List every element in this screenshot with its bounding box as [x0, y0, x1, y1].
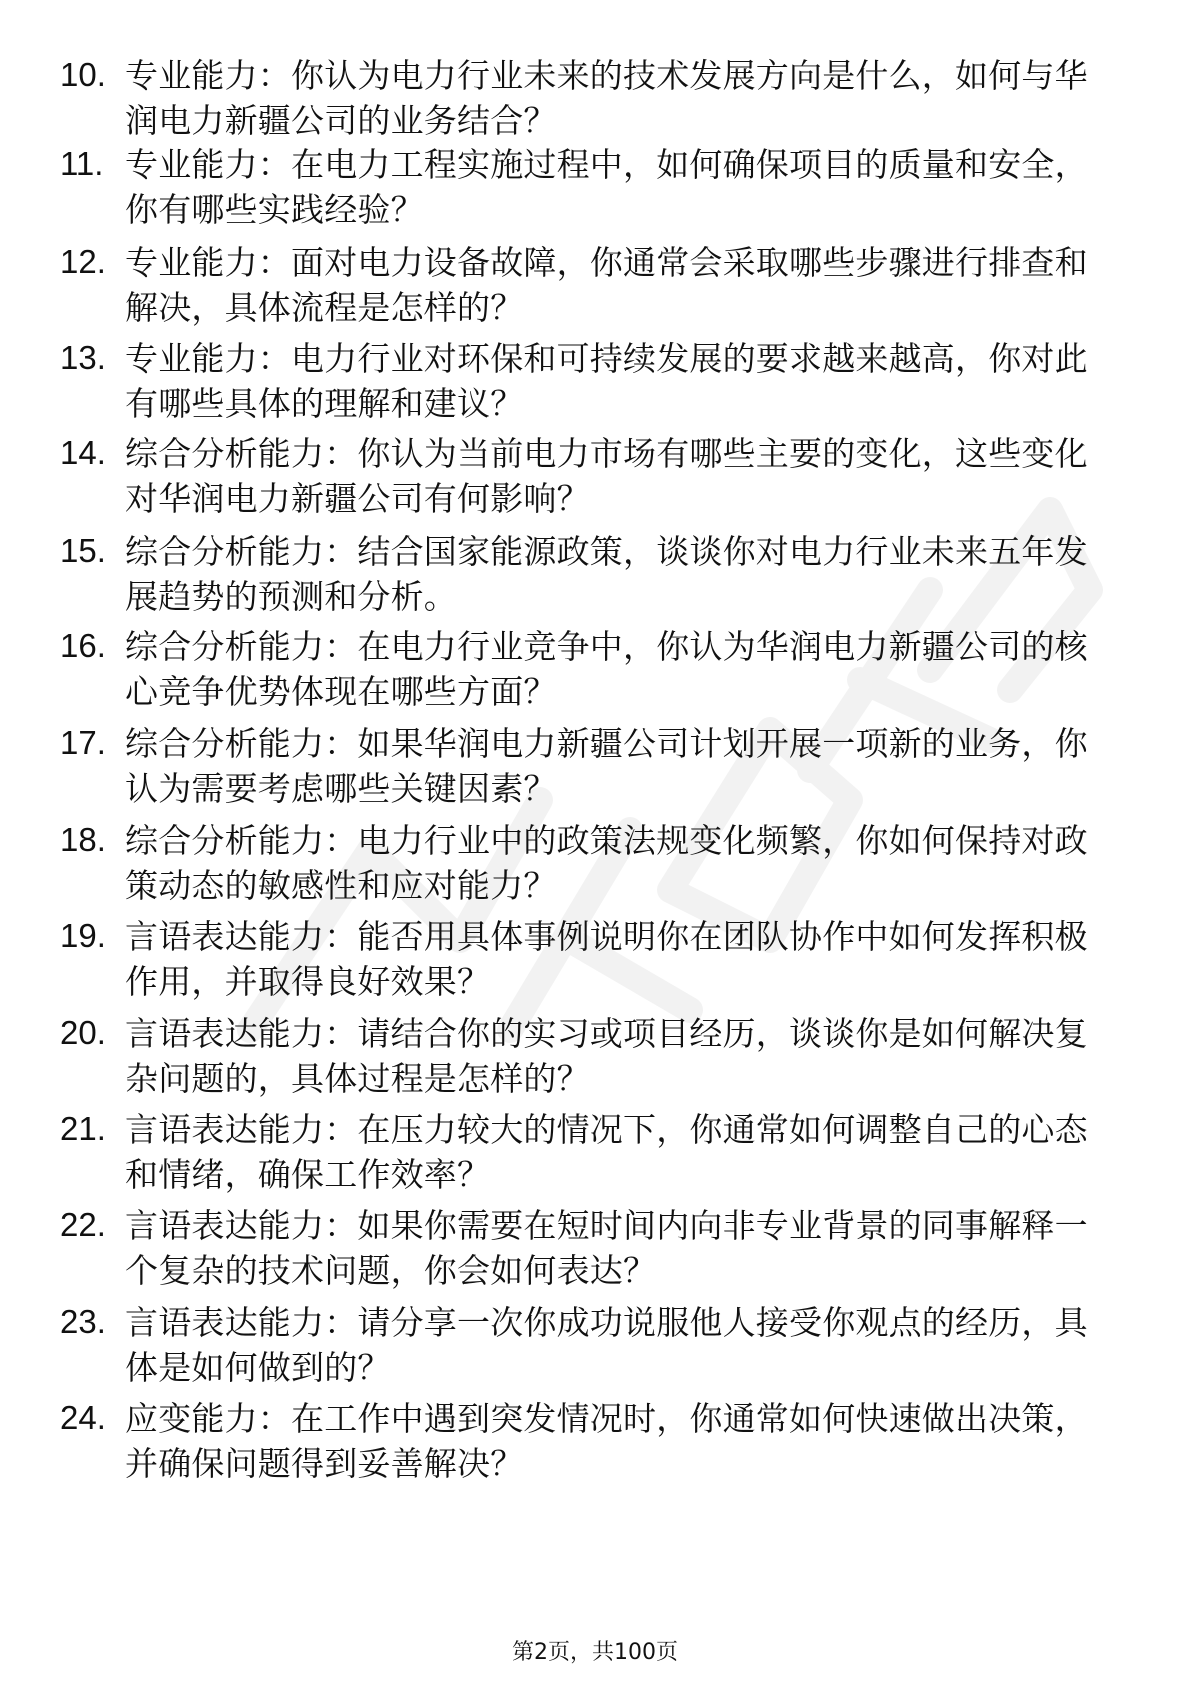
question-number: 14. [60, 434, 106, 471]
question-text: 专业能力：在电力工程实施过程中，如何确保项目的质量和安全，你有哪些实践经验？ [125, 145, 1088, 229]
question-item [60, 818, 1120, 908]
page-footer: 第2页，共100页 [512, 1640, 678, 1665]
question-text: 言语表达能力：如果你需要在短时间内向非专业背景的同事解释一个复杂的技术问题，你会如何表达？ [125, 1206, 1088, 1290]
question-item [60, 1011, 1120, 1101]
question-number: 17. [60, 724, 106, 761]
question-number: 22. [60, 1206, 106, 1243]
question-text: 专业能力：电力行业对环保和可持续发展的要求越来越高，你对此有哪些具体的理解和建议？ [125, 339, 1088, 423]
question-number: 15. [60, 532, 106, 569]
question-item [60, 336, 1120, 426]
question-number: 16. [60, 627, 106, 664]
question-number: 10. [60, 56, 106, 93]
question-text: 言语表达能力：能否用具体事例说明你在团队协作中如何发挥积极作用，并取得良好效果？ [125, 917, 1088, 1001]
question-item [60, 431, 1120, 521]
question-item [60, 53, 1120, 143]
question-item [60, 914, 1120, 1004]
question-number: 13. [60, 339, 106, 376]
question-text: 应变能力：在工作中遇到突发情况时，你通常如何快速做出决策，并确保问题得到妥善解决？ [125, 1399, 1088, 1483]
question-text: 专业能力：面对电力设备故障，你通常会采取哪些步骤进行排查和解决，具体流程是怎样的？ [125, 243, 1088, 327]
question-text: 综合分析能力：结合国家能源政策，谈谈你对电力行业未来五年发展趋势的预测和分析。 [125, 532, 1088, 616]
question-item [60, 1107, 1120, 1197]
question-item [60, 1396, 1120, 1486]
question-text: 言语表达能力：请分享一次你成功说服他人接受你观点的经历，具体是如何做到的？ [125, 1303, 1088, 1387]
question-item [60, 529, 1120, 619]
question-number: 20. [60, 1014, 106, 1051]
question-item [60, 721, 1120, 811]
question-text: 专业能力：你认为电力行业未来的技术发展方向是什么，如何与华润电力新疆公司的业务结合？ [125, 56, 1088, 140]
question-item [60, 240, 1120, 330]
question-text: 综合分析能力：在电力行业竞争中，你认为华润电力新疆公司的核心竞争优势体现在哪些方面？ [125, 627, 1088, 711]
question-item [60, 1300, 1120, 1390]
question-number: 21. [60, 1110, 106, 1147]
question-item [60, 142, 1120, 232]
question-number: 11. [60, 145, 104, 182]
question-number: 12. [60, 243, 106, 280]
question-text: 言语表达能力：请结合你的实习或项目经历，谈谈你是如何解决复杂问题的，具体过程是怎样的？ [125, 1014, 1088, 1098]
question-text: 综合分析能力：电力行业中的政策法规变化频繁，你如何保持对政策动态的敏感性和应对能力？ [125, 821, 1088, 905]
question-number: 24. [60, 1399, 106, 1436]
question-text: 综合分析能力：如果华润电力新疆公司计划开展一项新的业务，你认为需要考虑哪些关键因素？ [125, 724, 1088, 808]
question-text: 综合分析能力：你认为当前电力市场有哪些主要的变化，这些变化对华润电力新疆公司有何影响？ [125, 434, 1088, 518]
question-item [60, 1203, 1120, 1293]
question-number: 23. [60, 1303, 106, 1340]
question-text: 言语表达能力：在压力较大的情况下，你通常如何调整自己的心态和情绪，确保工作效率？ [125, 1110, 1088, 1194]
question-item [60, 624, 1120, 714]
question-number: 18. [60, 821, 106, 858]
question-number: 19. [60, 917, 106, 954]
